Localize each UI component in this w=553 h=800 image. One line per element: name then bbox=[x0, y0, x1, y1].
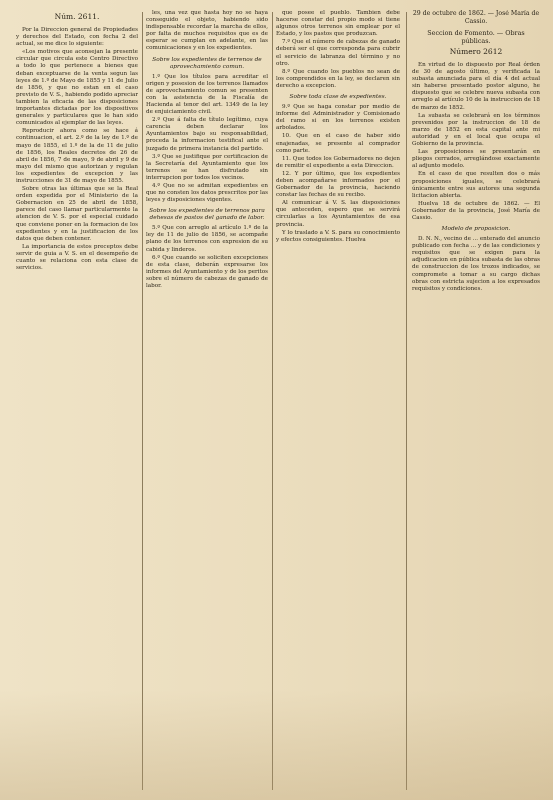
column-4-text bbox=[412, 62, 540, 222]
column-3-intro bbox=[276, 10, 400, 90]
column-divider bbox=[142, 12, 143, 790]
paragraph: Reproducir ahora como se hace á continuacion, el art. 2.º de la ley de 1.º de mayo de 1855, el 1.º de la de 11 de julio de 1856, los Reales decretos de 26 de abril de 1856, 7 de mayo, 9 de abril y 9 de mayo del mismo que autorizan y regulan los expedientes de excepcion y las instrucciones de 31 de mayo de 1855. bbox=[16, 128, 138, 184]
column-1 bbox=[16, 10, 138, 792]
paragraph: 3.º Que se justifique por certificacion de la Secretaría del Ayuntamiento que los terrenos se han disfrutado sin interrupcion por todos los vecinos. bbox=[146, 153, 268, 181]
column-divider bbox=[406, 12, 407, 790]
section-title: Seccion de Fomento. — Obras públicas. bbox=[427, 29, 525, 45]
paragraph: les, una vez que hasta hoy no se haya conseguido el objeto, habiendo sido indispensable recordar la marcha de ellos, por falta de muchos requisitos que es de esperar se cumplan en adelante, en las comunicaciones y en los expedientes. bbox=[146, 10, 268, 52]
paragraph: 8.º Que cuando los pueblos no sean de los comprendidos en la ley, se declaren sin derecho a excepcion. bbox=[276, 68, 400, 89]
section-heading-pasture: Sobre los expedientes de terrenos para dehesas de pastos del ganado de labor. bbox=[149, 208, 265, 222]
paragraph: La importancia de estos preceptos debe servir de guia a V. S. en el desempeño de cuanto se relaciona con esta clase de servicios. bbox=[16, 243, 138, 272]
paragraph: Por la Direccion general de Propiedades y derechos del Estado, con fecha 2 del actual, se me dice lo siguiente: bbox=[16, 27, 138, 48]
paragraph: Sobre otras las últimas que se la Real orden expedida por el Ministerio de la Gobernacion en 25 de abril de 1858, parece del caso llamar particularmente la atencion de V. S. por el especial cuidado que conviene poner en la formacion de los expedientes y en la justificacion de los datos que deben contener. bbox=[16, 186, 138, 242]
paragraph: que posee el pueblo. Tambien debe hacerse constar del propio modo si tiene algunos otros terrenos sin emplear por el Estado, y los pastos que produzcan. bbox=[276, 10, 400, 38]
paragraph: Huelva 18 de octubre de 1862. — El Gobernador de la provincia, José María de Cassio. bbox=[412, 200, 540, 221]
paragraph: 7.º Que el número de cabezas de ganado deberá ser el que corresponda para cubrir el servicio de labranza del término y no otro. bbox=[276, 39, 400, 67]
paragraph: 6.º Que cuando se soliciten excepciones de esta clase, deberán expresarse los informes del Ayuntamiento y de los peritos sobre el número de cabezas de ganado de labor. bbox=[146, 254, 268, 289]
column-2-text-2 bbox=[146, 225, 268, 290]
column-1-text bbox=[16, 27, 138, 272]
column-2-intro bbox=[146, 10, 268, 53]
model-heading: Modelo de proposicion. bbox=[441, 226, 511, 233]
paragraph: Y lo traslado a V. S. para su conocimiento y efectos consiguientes. Huelva bbox=[276, 229, 400, 243]
section-heading-common-land: Sobre los expedientes de terrenos de aprovechamiento comun. bbox=[152, 56, 262, 70]
paragraph: 10. Que en el caso de haber sido enajenadas, se presente al comprador como parte. bbox=[276, 133, 400, 154]
dateline: 29 de octubre de 1862. — José María de Cassio. bbox=[412, 10, 540, 25]
column-3 bbox=[276, 10, 400, 792]
notice-number: Núm. 2611. bbox=[54, 12, 100, 21]
notice-number-2: Número 2612 bbox=[449, 47, 503, 56]
paragraph: 12. Y por último, que los expedientes deben acompañarse informados por el Gobernador de la provincia, haciendo constar las fechas de su recibo. bbox=[276, 170, 400, 199]
model-text: D. N. N., vecino de ... enterado del anuncio publicado con fecha ... y de las condiciones y requisitos que se exigen para la adjudicacion en pública subasta de las obras de construccion de los trozos indicados, se compromete a tomar a su cargo dichas obras con estricta sujecion a los expresados requisitos y condiciones. bbox=[412, 236, 540, 292]
column-2-text bbox=[146, 74, 268, 205]
paragraph: 11. Que todos los Gobernadores no dejen de remitir el expediente a esta Direccion. bbox=[276, 155, 400, 169]
section-heading-all-files: Sobre toda clase de expedientes. bbox=[289, 94, 387, 101]
paragraph: 1.º Que los títulos para acreditar el origen y posesion de los terrenos llamados de aprovechamiento comun se presenten con la asistencia de la Fiscalía de Hacienda al tenor del art. 1349 de la ley de enjuiciamiento civil. bbox=[146, 73, 268, 116]
column-2 bbox=[146, 10, 268, 792]
column-divider bbox=[272, 12, 273, 790]
paragraph: Al comunicar á V. S. las disposiciones que anteceden, espero que se servirá circularlas a los Ayuntamientos de esa provincia. bbox=[276, 200, 400, 228]
paragraph: «Los motivos que aconsejan la presente circular que circula este Centro Directivo a todo lo que pertenece a bienes que deban exceptuarse de la venta segun las leyes de 1.º de Mayo de 1855 y 11 de Julio de 1856, y que no estan en el caso previsto de V. S., habiendo podido apreciar tambien la eficacia de las disposiciones importantes dictadas por los dispositivos generales y particulares que le han sido comunicados al ejemplar de las leyes. bbox=[16, 49, 138, 127]
paragraph: En el caso de que resulten dos o más proposiciones iguales, se celebrará únicamente entre sus autores una segunda licitacion abierta. bbox=[412, 171, 540, 199]
paragraph: La subasta se celebrará en los términos prevenidos por la instruccion de 18 de marzo de 1852 en esta capital ante mi autoridad y en el local que ocupa el Gobierno de la provincia. bbox=[412, 112, 540, 148]
paragraph: 9.º Que se haga constar por medio de informe del Administrador y Comisionado del ramo si en los terrenos existen arbolados. bbox=[276, 104, 400, 132]
paragraph: 5.º Que con arreglo al artículo 1.º de la ley de 11 de julio de 1856, se acompañe plano de los terrenos con expresion de su cabida y linderos. bbox=[146, 225, 268, 253]
paragraph: En virtud de lo dispuesto por Real órden de 30 de agosto último, y verificada la subasta anunciada para el día 4 del actual sin haberse presentado postor alguno, he dispuesto que se celebre nueva subasta con arreglo al artículo 10 de la instruccion de 18 de marzo de 1852. bbox=[412, 62, 540, 111]
column-3-text bbox=[276, 104, 400, 244]
column-4 bbox=[412, 10, 540, 792]
paragraph: 4.º Que no se admitan expedientes en que no consten los datos prescritos por las leyes y disposiciones vigentes. bbox=[146, 182, 268, 204]
paragraph: 2.º Que á falta de título legítimo, cuya carencia deben declarar los Ayuntamientos bajo su responsabilidad, proceda la informacion testifical ante el juzgado de primera instancia del partido. bbox=[146, 117, 268, 152]
paragraph: Las proposiciones se presentarán en pliegos cerrados, arreglándose exactamente al adjunto modelo. bbox=[412, 149, 540, 170]
